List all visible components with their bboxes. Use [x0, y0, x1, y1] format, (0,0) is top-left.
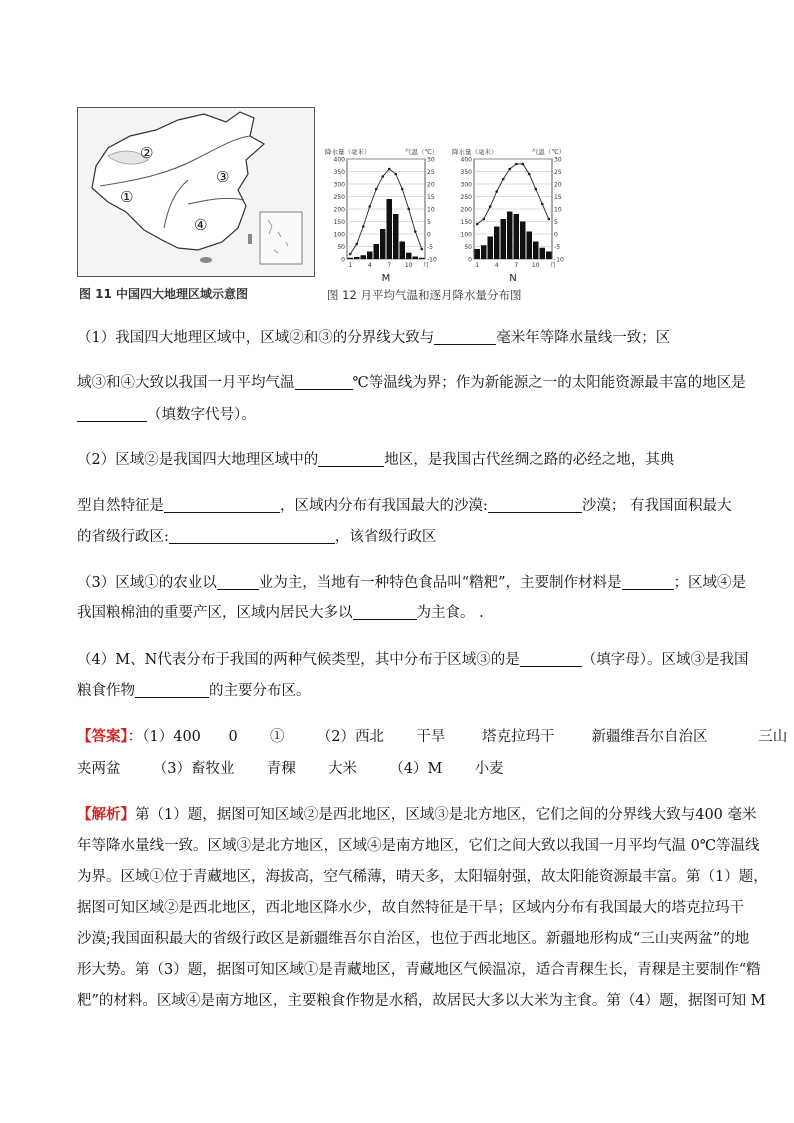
temperature-point — [394, 173, 397, 176]
precip-bar — [361, 255, 367, 259]
temp-tick-label: 20 — [427, 181, 435, 189]
precip-bar — [367, 252, 373, 260]
temperature-point — [508, 168, 511, 171]
precip-axis-title: 降水量（毫米） — [452, 148, 498, 156]
q1-text: ℃等温线为界；作为新能源之一的太阳能资源最丰富的地区是 — [352, 375, 746, 391]
hainan-mark — [200, 257, 212, 263]
temperature-point — [362, 225, 365, 228]
temp-tick-label: 20 — [554, 181, 562, 189]
temperature-point — [375, 188, 378, 191]
precip-bar — [481, 245, 487, 259]
month-tick-label: 10 — [531, 262, 540, 269]
q1-text: 域③和④大致以我国一月平均气温 — [77, 375, 295, 391]
temperature-point — [521, 163, 524, 166]
temperature-point — [381, 175, 384, 178]
month-tick-label: 1 — [348, 262, 353, 269]
question-2-line-1 — [77, 450, 674, 470]
answer-blank[interactable] — [622, 574, 674, 590]
region-label-2: ② — [140, 144, 154, 162]
q3-text: 为主食。 . — [416, 605, 484, 621]
precip-bar — [393, 214, 399, 259]
temperature-point — [541, 203, 544, 206]
precip-tick-label: 100 — [333, 231, 345, 239]
answer-blank[interactable] — [434, 329, 496, 345]
temp-axis-title: 气温（℃） — [405, 148, 439, 156]
china-outline-map — [78, 108, 314, 276]
q2-text: 型自然特征是 — [77, 498, 164, 514]
temperature-point — [420, 248, 423, 251]
explanation-line-6: 形大势。第（3）题，据图可知区域①是青藏地区，青藏地区气候温凉，适合青稞生长，青稞是主要制作“糌 — [77, 962, 761, 978]
question-1-line-2 — [77, 373, 746, 393]
temperature-point — [495, 190, 498, 193]
temperature-point — [476, 223, 479, 226]
precip-tick-label: 300 — [460, 181, 472, 189]
taiwan-mark — [248, 234, 252, 244]
q3-text: （3）区域①的农业以 — [77, 575, 217, 591]
temp-tick-label: 30 — [554, 156, 562, 164]
precip-tick-label: 200 — [460, 206, 472, 214]
explanation-line-7: 粑”的材料。区域④是南方地区，主要粮食作物是水稻，故居民大多以大米为主食。第（4）题，据图可知 M — [77, 993, 766, 1009]
answer-blank[interactable] — [353, 604, 417, 620]
precip-tick-label: 150 — [333, 219, 345, 226]
region-map — [77, 107, 315, 277]
explanation-text: 第（1）题，据图可知区域②是西北地区，区域③是北方地区，它们之间的分界线大致与400 毫米 — [135, 807, 757, 823]
temp-tick-label: 10 — [427, 206, 435, 214]
answer-blank[interactable] — [77, 406, 147, 422]
precip-tick-label: 350 — [333, 169, 345, 176]
answer-blank[interactable] — [169, 528, 335, 544]
temp-tick-label: 30 — [427, 156, 435, 164]
precip-bar — [348, 258, 354, 259]
answer-blank[interactable] — [217, 574, 259, 590]
q4-text: 的主要分布区。 — [209, 683, 311, 699]
temp-axis-title: 气温（℃） — [532, 148, 566, 156]
temperature-point — [502, 178, 505, 181]
precip-tick-label: 0 — [341, 256, 345, 264]
question-3-line-1 — [77, 573, 746, 593]
climate-charts — [323, 145, 575, 283]
temp-tick-label: 15 — [427, 194, 435, 201]
precip-bar — [501, 219, 507, 259]
q1-text: （填数字代号）。 — [147, 407, 256, 423]
q2-text: ，区域内分布有我国最大的沙漠: — [280, 498, 488, 514]
temp-tick-label: -5 — [427, 244, 433, 251]
precip-bar — [406, 253, 412, 259]
region-label-3: ③ — [216, 168, 230, 186]
answer-line-2 — [77, 759, 504, 779]
q4-text: 粮食作物 — [77, 683, 135, 699]
q1-text: 毫米年等降水量线一致；区 — [496, 330, 671, 346]
chart-panel-label: M — [381, 273, 391, 283]
temp-tick-label: 10 — [554, 206, 562, 214]
explanation-line-5: 沙漠;我国面积最大的省级行政区是新疆维吾尔自治区，也位于西北地区。新疆地形构成“三山夹两盆”的地 — [77, 931, 750, 947]
explanation-line-2: 年等降水量线一致。区域③是北方地区，区域④是南方地区，它们之间大致以我国一月平均气温 0℃等温线 — [77, 838, 760, 854]
precip-bar — [374, 244, 380, 259]
temp-tick-label: 0 — [554, 231, 558, 239]
answer-blank[interactable] — [520, 651, 582, 667]
month-tick-label: 4 — [367, 262, 372, 269]
temp-tick-label: 15 — [554, 194, 562, 201]
precip-axis-title: 降水量（毫米） — [325, 148, 371, 156]
answer-blank[interactable] — [295, 374, 353, 390]
precip-bar — [400, 242, 406, 260]
china-outline — [92, 112, 264, 250]
q2-text: ，该省级行政区 — [334, 529, 437, 545]
q3-text: ；区域④是 — [673, 575, 747, 591]
precip-tick-label: 400 — [460, 156, 472, 164]
precip-bar — [507, 212, 513, 260]
question-1-line-1 — [77, 328, 670, 348]
chart-caption: 图 12 月平均气温和逐月降水量分布图 — [327, 288, 522, 302]
explanation-tag: 【解析】 — [77, 806, 135, 823]
precip-bar — [380, 229, 386, 259]
answer-blank[interactable] — [318, 451, 384, 467]
temperature-point — [401, 188, 404, 191]
q2-text: 地区，是我国古代丝绸之路的必经之地，其典 — [384, 452, 675, 468]
temp-tick-label: -10 — [554, 256, 564, 264]
question-4-line-2 — [77, 681, 311, 701]
precip-bar — [546, 252, 552, 260]
temperature-point — [388, 168, 391, 171]
answer-blank[interactable] — [135, 682, 209, 698]
precip-bar — [488, 237, 494, 260]
temperature-point — [407, 208, 410, 211]
answer-text: ：（1）400 0 ① （2）西北 干旱 塔克拉玛干 新疆维吾尔自治区 三山 — [127, 729, 788, 745]
temperature-point — [368, 205, 371, 208]
precip-tick-label: 400 — [333, 156, 345, 164]
precip-bar — [387, 199, 393, 259]
month-tick-label: 1 — [475, 262, 480, 269]
precip-tick-label: 300 — [333, 181, 345, 189]
temperature-point — [482, 218, 485, 221]
answer-text: 夹两盆 （3）畜牧业 青稞 大米 （4）M 小麦 — [77, 761, 504, 777]
temperature-point — [349, 253, 352, 256]
q3-text: 我国粮棉油的重要产区，区域内居民大多以 — [77, 605, 353, 621]
temp-tick-label: -10 — [427, 256, 437, 264]
precip-bar — [527, 232, 533, 260]
precip-bar — [514, 214, 520, 259]
precip-tick-label: 0 — [468, 256, 472, 264]
temp-tick-label: 25 — [427, 169, 435, 176]
month-unit-label: 月 — [423, 262, 430, 269]
temp-tick-label: 5 — [427, 219, 431, 226]
temperature-point — [355, 243, 358, 246]
explanation-line-4: 据图可知区域②是西北地区，西北地区降水少，故自然特征是干旱；区域内分布有我国最大的塔克拉玛干 — [77, 900, 744, 916]
temp-tick-label: 25 — [554, 169, 562, 176]
precip-tick-label: 200 — [333, 206, 345, 214]
precip-tick-label: 100 — [460, 231, 472, 239]
precip-bar — [533, 242, 539, 260]
answer-blank[interactable] — [164, 497, 280, 513]
answer-tag: 【答案】 — [77, 728, 128, 745]
temperature-point — [528, 173, 531, 176]
q2-text: （2）区域②是我国四大地理区域中的 — [77, 452, 319, 468]
temperature-point — [515, 163, 518, 166]
map-caption: 图 11 中国四大地理区域示意图 — [79, 287, 249, 301]
region-label-1: ① — [120, 188, 134, 206]
question-2-line-3 — [77, 527, 436, 547]
precip-tick-label: 350 — [460, 169, 472, 176]
temperature-point — [489, 205, 492, 208]
month-tick-label: 4 — [494, 262, 499, 269]
precip-tick-label: 50 — [337, 244, 345, 251]
temp-tick-label: 0 — [427, 231, 431, 239]
month-tick-label: 7 — [514, 262, 519, 269]
precip-bar — [419, 258, 425, 259]
climate-charts-figure — [323, 145, 575, 303]
precip-bar — [494, 227, 500, 260]
precip-bar — [413, 257, 419, 260]
q3-text: 业为主，当地有一种特色食品叫“糌粑”，主要制作材料是 — [258, 575, 622, 591]
inset-map — [260, 212, 302, 264]
q4-text: （填字母）。区域③是我国 — [581, 652, 749, 668]
q2-text: 沙漠； 有我国面积最大 — [581, 498, 732, 514]
temp-tick-label: -5 — [554, 244, 560, 251]
q2-text: 的省级行政区: — [77, 529, 169, 545]
explanation-line-3: 为界。区域①位于青藏地区，海拔高，空气稀薄，晴天多，太阳辐射强，故太阳能资源最丰富。第（1）题， — [77, 869, 768, 885]
precip-tick-label: 150 — [460, 219, 472, 226]
chart-panel-label: N — [509, 273, 517, 283]
q1-text: （1）我国四大地理区域中，区域②和③的分界线大致与 — [77, 330, 435, 346]
question-4-line-1 — [77, 650, 749, 670]
temperature-point — [414, 230, 417, 233]
question-2-line-2 — [77, 496, 732, 516]
region-map-figure — [77, 107, 315, 304]
precip-bar — [354, 257, 360, 259]
explanation-line-1 — [77, 805, 757, 825]
temperature-point — [534, 188, 537, 191]
temp-tick-label: 5 — [554, 219, 558, 226]
temperature-point — [547, 218, 550, 221]
precip-bar — [540, 248, 546, 259]
question-3-line-2 — [77, 603, 484, 623]
region-label-4: ④ — [194, 216, 208, 234]
precip-tick-label: 250 — [460, 194, 472, 201]
q4-text: （4）M、N代表分布于我国的两种气候类型，其中分布于区域③的是 — [77, 652, 520, 668]
month-unit-label: 月 — [550, 262, 557, 269]
precip-bar — [475, 249, 481, 259]
precip-bar — [520, 222, 526, 260]
precip-tick-label: 50 — [464, 244, 472, 251]
question-1-line-3 — [77, 405, 256, 425]
month-tick-label: 7 — [387, 262, 392, 269]
month-tick-label: 10 — [404, 262, 413, 269]
precip-tick-label: 250 — [333, 194, 345, 201]
answer-line-1 — [77, 727, 787, 747]
answer-blank[interactable] — [488, 497, 582, 513]
